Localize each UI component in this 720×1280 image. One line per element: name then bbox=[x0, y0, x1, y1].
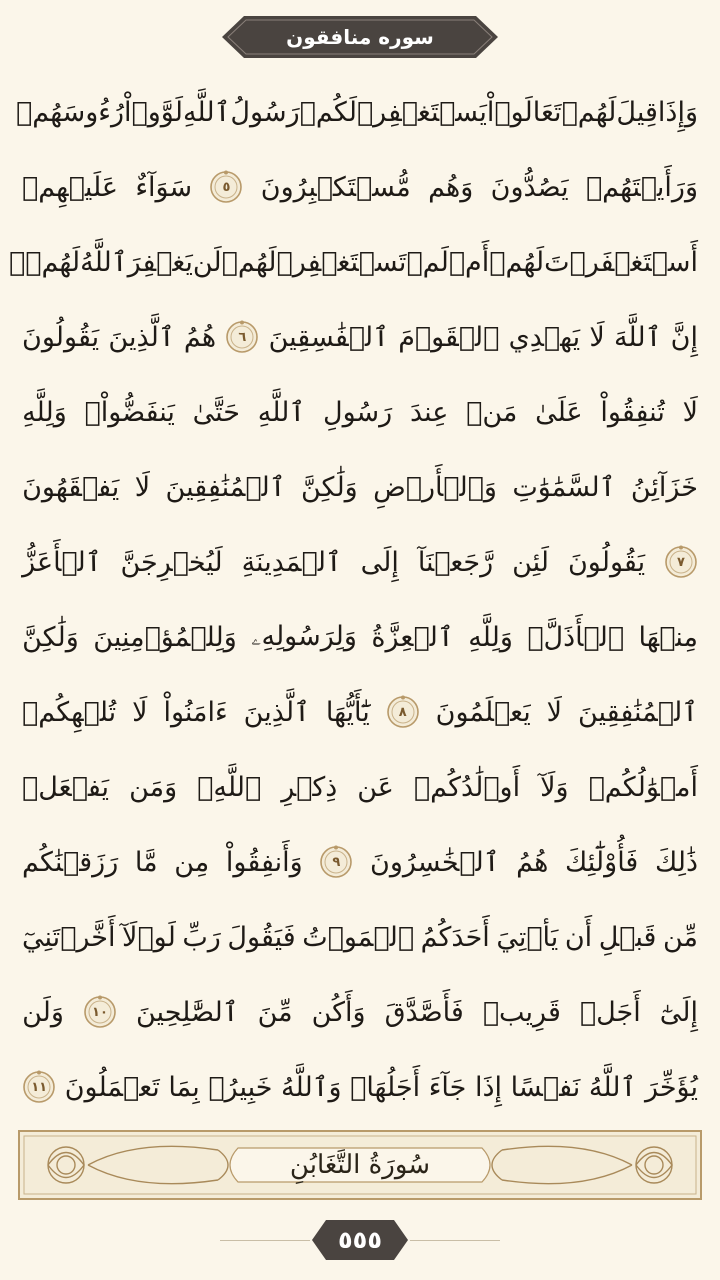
quran-word: يَأۡتِيَ bbox=[496, 921, 559, 953]
quran-word: يَهۡدِي bbox=[508, 321, 581, 353]
next-surah-header bbox=[18, 1130, 702, 1200]
quran-word: لَئِن bbox=[512, 546, 550, 578]
quran-word: نَفۡسًا bbox=[510, 1071, 581, 1103]
quran-word: مِن bbox=[174, 846, 210, 878]
quran-word: جَآءَ bbox=[428, 1071, 467, 1103]
quran-word: لَهُمۡ bbox=[561, 96, 617, 128]
quran-word: يَغۡفِرَ bbox=[127, 246, 193, 278]
quran-word: يَفۡقَهُونَ bbox=[22, 471, 120, 503]
quran-word: وَلِلۡمُؤۡمِنِينَ bbox=[93, 621, 237, 653]
text-line bbox=[22, 376, 698, 448]
next-surah-name: سُورَةُ التَّغَابُنِ bbox=[289, 1150, 431, 1180]
quran-word: يَٰٓأَيُّهَا bbox=[325, 696, 370, 728]
quran-word: لَا bbox=[589, 321, 605, 353]
quran-word: مِّن bbox=[662, 921, 698, 953]
quran-word: أَمۡوَٰلُكُمۡ bbox=[588, 771, 698, 803]
ayah-number-marker bbox=[664, 545, 698, 579]
quran-word: وَلَٰكِنَّ bbox=[300, 471, 358, 503]
quran-word: تَسۡتَغۡفِرۡ bbox=[276, 246, 407, 278]
quran-word: إِلَى bbox=[360, 546, 399, 578]
quran-word: مُّسۡتَكۡبِرُونَ bbox=[260, 171, 411, 203]
quran-word: هُمُ bbox=[516, 846, 549, 878]
quran-word: فَأُوْلَٰٓئِكَ bbox=[565, 846, 639, 878]
page-number-rule-left bbox=[220, 1240, 310, 1241]
ayah-number: ٨ bbox=[398, 704, 407, 720]
text-line bbox=[22, 1051, 698, 1123]
quran-word: وَلِلَّهِ bbox=[22, 396, 67, 428]
quran-word: ٱلۡقَوۡمَ bbox=[398, 321, 500, 353]
quran-word: وَهُم bbox=[428, 171, 474, 203]
quran-word: لَا bbox=[682, 396, 698, 428]
quran-word: ٱلۡخَٰسِرُونَ bbox=[370, 846, 500, 878]
quran-word: ٱلۡفَٰسِقِينَ bbox=[268, 321, 389, 353]
quran-word: وَلِلَّهِ bbox=[468, 621, 513, 653]
ayah-number-marker bbox=[225, 320, 259, 354]
quran-word: ٱلَّذِينَ bbox=[108, 321, 175, 353]
quran-word: مَّا bbox=[134, 846, 158, 878]
page-number-footer bbox=[0, 1216, 720, 1264]
quran-word: ٱلۡأَعَزُّ bbox=[22, 546, 102, 578]
quran-word: قَبۡلِ bbox=[598, 921, 657, 953]
quran-word: حَتَّىٰ bbox=[192, 396, 240, 428]
text-line bbox=[22, 151, 698, 223]
quran-word: يَنفَضُّواْۗ bbox=[84, 396, 175, 428]
quran-word: وَٱللَّهُ bbox=[281, 1071, 342, 1103]
quran-word: ٱللَّهِ bbox=[182, 96, 231, 128]
quran-word: هُمُ bbox=[183, 321, 217, 353]
quran-word: وَرَأَيۡتَهُمۡ bbox=[585, 171, 698, 203]
quran-word: يُؤَخِّرَ bbox=[644, 1071, 698, 1103]
quran-word: مِّنَ bbox=[257, 996, 293, 1028]
quran-word: لَهُمۡ bbox=[489, 246, 545, 278]
quran-word: خَزَآئِنُ bbox=[630, 471, 698, 503]
quran-word: بِمَا bbox=[168, 1071, 200, 1103]
quran-word: ٱلۡعِزَّةُ bbox=[371, 621, 454, 653]
quran-word: رُءُوسَهُمۡ bbox=[16, 96, 125, 128]
quran-word: تُنفِقُواْ bbox=[600, 396, 665, 428]
quran-word: ٱلصَّٰلِحِينَ bbox=[136, 996, 239, 1028]
quran-word: سَوَآءٌ bbox=[135, 171, 193, 203]
quran-word: لَمۡ bbox=[406, 246, 449, 278]
quran-word: يَقُولُونَ bbox=[22, 321, 100, 353]
quran-word: يَسۡتَغۡفِرۡ bbox=[356, 96, 487, 128]
quran-word: رَبِّ bbox=[182, 921, 221, 953]
quran-word: وَإِذَا bbox=[657, 96, 698, 128]
quran-word: فَيَقُولَ bbox=[227, 921, 296, 953]
text-line bbox=[22, 301, 698, 373]
quran-word: ذَٰلِكَ bbox=[654, 846, 698, 878]
quran-word: لَوۡلَآ bbox=[122, 921, 176, 953]
quran-word: وَلَآ bbox=[540, 771, 569, 803]
text-line bbox=[22, 676, 698, 748]
quran-word: إِلَىٰٓ bbox=[659, 996, 698, 1028]
ayah-number: ٩ bbox=[332, 854, 341, 870]
quran-word: لَا bbox=[134, 471, 151, 503]
quran-word: عَن bbox=[357, 771, 394, 803]
quran-word: ٱلسَّمَٰوَٰتِ bbox=[512, 471, 616, 503]
quran-word: تُلۡهِكُمۡ bbox=[22, 696, 117, 728]
text-line bbox=[22, 451, 698, 523]
quran-word: رَزَقۡنَٰكُم bbox=[22, 846, 119, 878]
page-number-rule-right bbox=[410, 1240, 500, 1241]
quran-word: وَأَكُن bbox=[311, 996, 366, 1028]
quran-word: تَعۡمَلُونَ bbox=[64, 1071, 160, 1103]
ayah-number: ٦ bbox=[238, 329, 247, 345]
quran-word: فَأَصَّدَّقَ bbox=[384, 996, 464, 1028]
quran-word: وَلَٰكِنَّ bbox=[22, 621, 79, 653]
ayah-number-marker bbox=[386, 695, 420, 729]
text-line bbox=[22, 601, 698, 673]
text-line bbox=[22, 976, 698, 1048]
ayah-number: ٧ bbox=[677, 554, 685, 570]
quran-word: عِندَ bbox=[409, 396, 449, 428]
text-line bbox=[22, 526, 698, 598]
quran-word: خَبِيرُۢ bbox=[208, 1071, 273, 1103]
quran-word: ٱللَّهِۚ bbox=[197, 771, 262, 803]
quran-word: قَرِيبٖ bbox=[482, 996, 561, 1028]
ayah-number-marker bbox=[83, 995, 117, 1029]
quran-word: إِذَا bbox=[474, 1071, 502, 1103]
quran-word: إِنَّ bbox=[670, 321, 698, 353]
quran-word: ٱلۡمَدِينَةِ bbox=[241, 546, 342, 578]
ayah-number-marker bbox=[209, 170, 243, 204]
quran-word: ءَامَنُواْ bbox=[163, 696, 228, 728]
quran-word: ٱللَّهِ bbox=[257, 396, 306, 428]
quran-word: وَلَن bbox=[22, 996, 64, 1028]
quran-word: لَهُمۡ bbox=[221, 246, 277, 278]
quran-word: لَا bbox=[132, 696, 148, 728]
quran-word: لَكُمۡ bbox=[299, 96, 357, 128]
quran-word: ٱلَّذِينَ bbox=[243, 696, 310, 728]
page-number: ٥٥٥ bbox=[338, 1226, 382, 1254]
ayah-number: ٥ bbox=[222, 179, 231, 195]
quran-word: أَمۡ bbox=[448, 246, 490, 278]
quran-word: وَأَنفِقُواْ bbox=[225, 846, 303, 878]
ayah-number: ١٠ bbox=[92, 1004, 108, 1020]
ayah-number-marker bbox=[22, 1070, 56, 1104]
quran-word: أَجَلٖ bbox=[579, 996, 641, 1028]
quran-word: مَنۡ bbox=[466, 396, 518, 428]
page-number-badge bbox=[310, 1218, 410, 1262]
quran-word: أَسۡتَغۡفَرۡتَ bbox=[544, 246, 698, 278]
quran-word: يَفۡعَلۡ bbox=[22, 771, 110, 803]
text-line bbox=[22, 901, 698, 973]
quran-word: وَٱلۡأَرۡضِ bbox=[373, 471, 497, 503]
quran-word: عَلَىٰ bbox=[535, 396, 583, 428]
quran-word: وَلِرَسُولِهِۦ bbox=[251, 621, 357, 652]
quran-page-text bbox=[9, 76, 698, 1126]
surah-title: سوره منافقون bbox=[286, 25, 434, 49]
quran-word: تَعَالَوۡاْ bbox=[486, 96, 562, 128]
text-line bbox=[9, 226, 698, 298]
quran-word: أَخَّرۡتَنِيٓ bbox=[22, 921, 116, 953]
quran-word: يَقُولُونَ bbox=[567, 546, 646, 578]
quran-word: ٱللَّهُ bbox=[588, 1071, 637, 1103]
ayah-number-marker bbox=[319, 845, 353, 879]
quran-word: أَحَدَكُمُ bbox=[420, 921, 490, 953]
quran-word: أَوۡلَٰدُكُمۡ bbox=[413, 771, 521, 803]
quran-word: ٱلۡأَذَلَّۚ bbox=[527, 621, 625, 653]
quran-word: رَسُولِ bbox=[322, 396, 393, 428]
quran-word: ٱلۡمَوۡتُ bbox=[302, 921, 415, 953]
quran-word: يَصُدُّونَ bbox=[490, 171, 569, 203]
quran-word: لَن bbox=[192, 246, 222, 278]
ayah-number: ١١ bbox=[31, 1079, 48, 1095]
quran-word: قِيلَ bbox=[616, 96, 658, 128]
quran-word: ٱلۡمُنَٰفِقِينَ bbox=[165, 471, 286, 503]
quran-word: عَلَيۡهِمۡ bbox=[22, 171, 119, 203]
quran-word: لَوَّوۡاْ bbox=[124, 96, 183, 128]
text-line bbox=[22, 826, 698, 898]
quran-word: أَجَلُهَاۚ bbox=[350, 1071, 421, 1103]
quran-word: رَسُولُ bbox=[230, 96, 300, 128]
quran-word: لَيُخۡرِجَنَّ bbox=[120, 546, 223, 578]
quran-word: ٱللَّهُ bbox=[80, 246, 128, 278]
surah-title-banner bbox=[220, 14, 500, 60]
quran-word: لَا bbox=[546, 696, 563, 728]
quran-word: لَهُمۡۚ bbox=[9, 246, 81, 278]
quran-word: وَمَن bbox=[129, 771, 178, 803]
quran-word: رَّجَعۡنَآ bbox=[417, 546, 494, 578]
quran-word: ٱللَّهَ bbox=[613, 321, 662, 353]
text-line bbox=[22, 751, 698, 823]
quran-word: أَن bbox=[564, 921, 593, 953]
quran-word: ذِكۡرِ bbox=[281, 771, 338, 803]
quran-word: مِنۡهَا bbox=[638, 621, 698, 653]
quran-word: يَعۡلَمُونَ bbox=[435, 696, 531, 728]
text-line bbox=[16, 76, 698, 148]
quran-word: ٱلۡمُنَٰفِقِينَ bbox=[577, 696, 698, 728]
